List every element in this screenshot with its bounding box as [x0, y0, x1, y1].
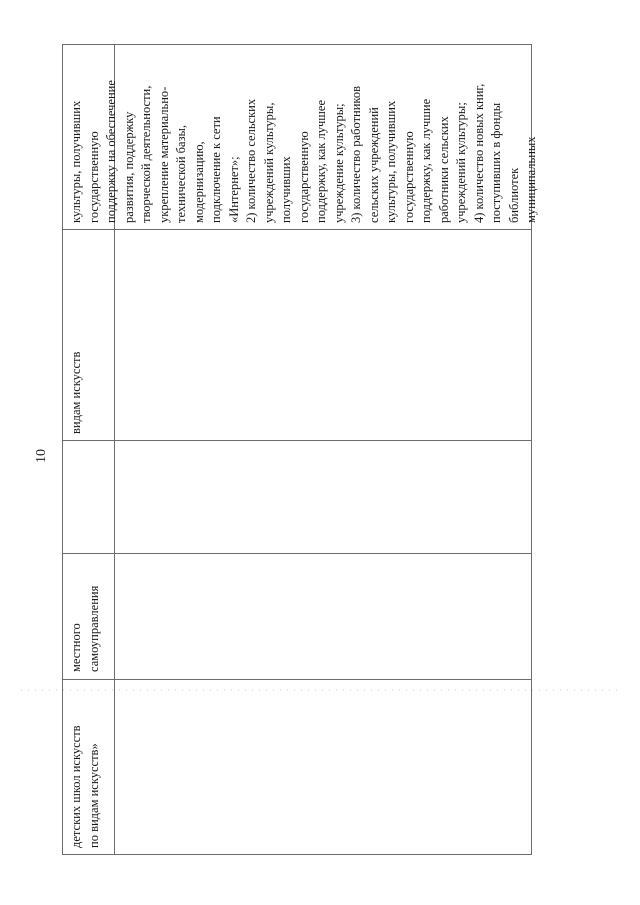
cell-direction [68, 234, 86, 434]
cell-line: получивших [279, 156, 293, 223]
cell-line: укрепление материально- [156, 86, 171, 223]
cell-line: модернизацию, [191, 141, 206, 223]
cell-line: поддержку на обеспечение [104, 80, 118, 223]
cell-line: сельских учреждений [366, 107, 381, 223]
cell-line: поступивших в фонды [489, 102, 503, 223]
table-border-bottom [62, 854, 532, 855]
cell-line: государственную [86, 131, 101, 223]
cell-line: государственную [401, 131, 416, 223]
cell-line: технической базы, [174, 124, 188, 223]
cell-line: 3) количество работников [349, 85, 363, 223]
cell-line: видам искусств [69, 351, 83, 434]
column-divider [62, 440, 532, 441]
cell-executor [68, 554, 103, 672]
cell-line: муниципальных [524, 136, 538, 223]
cell-line: культуры, получивших [69, 100, 83, 223]
cell-line: работники сельских [436, 116, 451, 223]
cell-line: творческой деятельности, [139, 85, 153, 223]
cell-line: детских школ искусств [69, 725, 83, 848]
cell-line: 2) количество сельских [244, 98, 258, 223]
cell-line: учреждений культуры, [261, 102, 276, 223]
cell-line: «Интернет»; [226, 156, 241, 223]
cell-line: местного [69, 623, 83, 672]
cell-program-name [68, 684, 103, 848]
cell-line: учреждений культуры; [454, 102, 468, 223]
cell-line: учреждение культуры; [331, 103, 346, 223]
cell-indicators [68, 43, 541, 223]
cell-line: библиотек [506, 167, 521, 223]
cell-line: государственную [296, 131, 311, 223]
cell-line: поддержку, как лучшее [314, 99, 328, 223]
cell-line: по видам искусств» [86, 743, 101, 848]
scan-artifact-dots [18, 689, 618, 691]
page-number: 10 [34, 449, 49, 463]
cell-line: 4) количество новых книг, [471, 83, 486, 223]
cell-line: самоуправления [86, 585, 101, 672]
column-divider [62, 229, 532, 230]
column-divider [62, 679, 532, 680]
cell-line: культуры, получивших [384, 100, 398, 223]
table-border-left [62, 44, 63, 855]
cell-line: подключение к сети [209, 116, 223, 223]
column-divider [62, 553, 532, 554]
cell-line: поддержку, как лучшие [419, 98, 433, 223]
cell-line: развития, поддержку [121, 111, 136, 223]
